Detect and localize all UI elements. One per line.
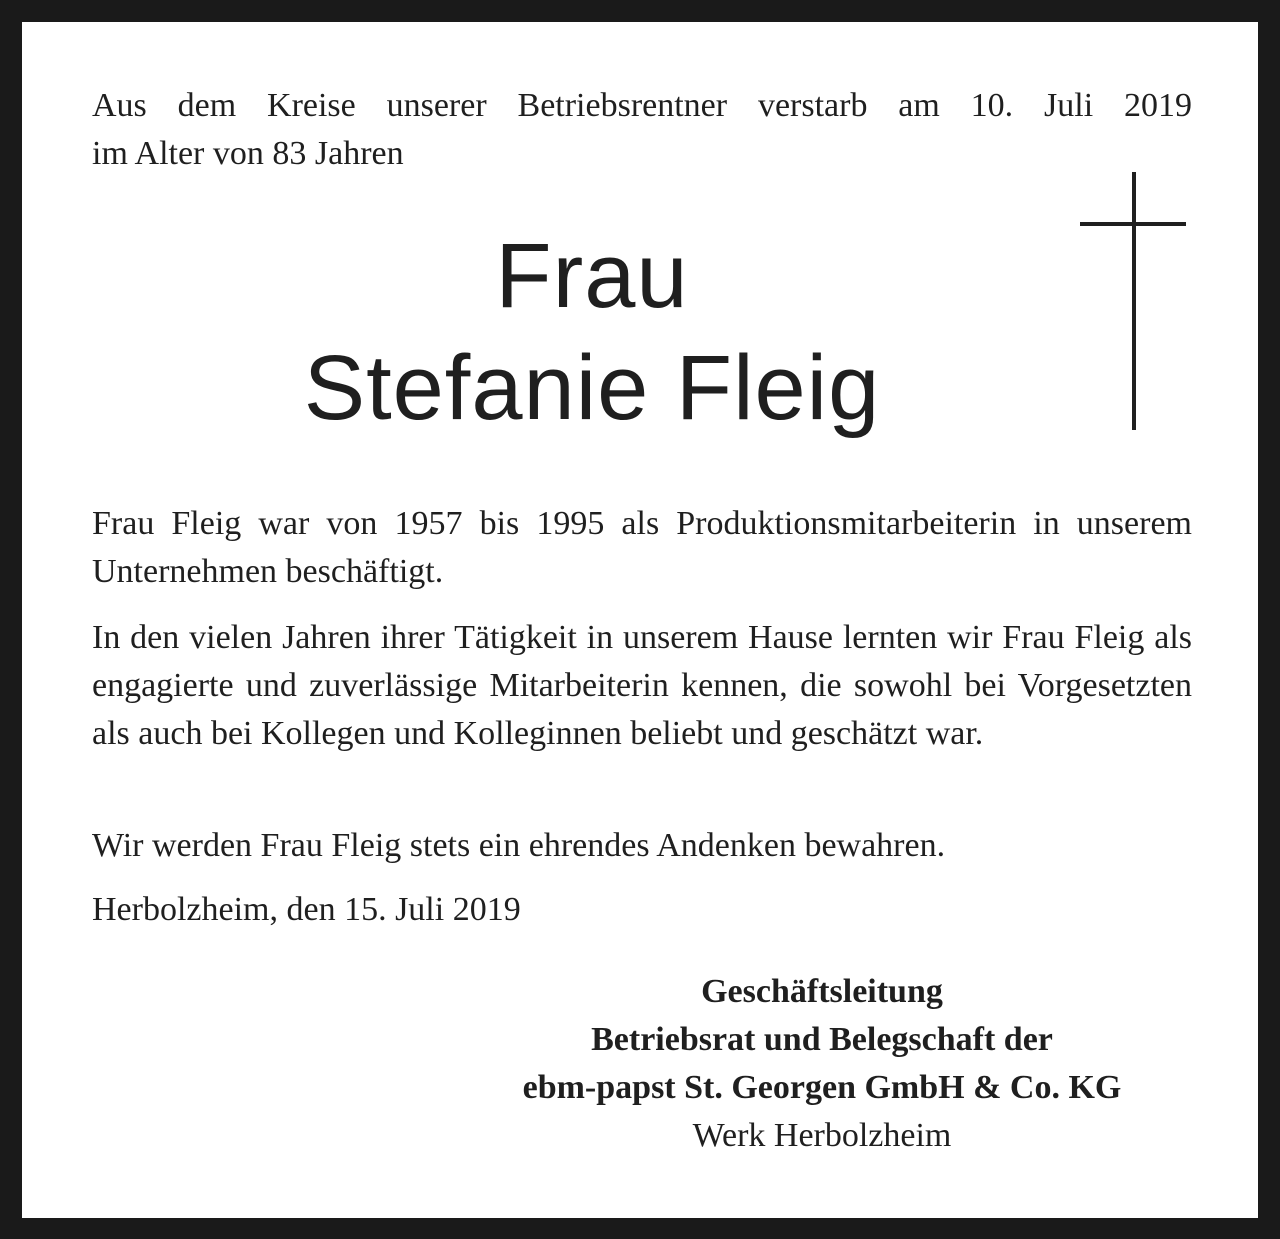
cross-icon	[1080, 172, 1190, 432]
signature-block	[442, 968, 1202, 1160]
signature-line-2: Betriebsrat und Belegschaft der	[591, 1021, 1053, 1058]
paragraph-employment: Frau Fleig war von 1957 bis 1995 als Produktionsmitarbeiterin in unserem Unternehmen beschäftigt.	[92, 505, 1192, 590]
signature-line-4: Werk Herbolzheim	[692, 1117, 952, 1154]
signature-line-3: ebm-papst St. Georgen GmbH & Co. KG	[522, 1069, 1122, 1106]
deceased-name	[192, 220, 992, 444]
obituary-notice	[22, 22, 1258, 1218]
salutation: Frau	[495, 225, 689, 327]
place-date: Herbolzheim, den 15. Juli 2019	[92, 891, 521, 928]
full-name: Stefanie Fleig	[303, 337, 881, 439]
signature-line-1: Geschäftsleitung	[701, 973, 943, 1010]
intro-text	[92, 82, 1192, 178]
paragraph-remembrance: Wir werden Frau Fleig stets ein ehrendes Andenken bewahren.	[92, 827, 946, 864]
intro-line-2: im Alter von 83 Jahren	[92, 135, 404, 172]
intro-line-1: Aus dem Kreise unserer Betriebsrentner verstarb am 10. Juli 2019	[92, 87, 1192, 124]
paragraph-tribute: In den vielen Jahren ihrer Tätigkeit in unserem Hause lernten wir Frau Fleig als engagierte und zuverlässige Mitarbeiterin kennen, die sowohl bei Vorgesetzten als auch bei Kollegen und Kolleginnen beliebt und geschätzt war.	[92, 619, 1192, 752]
